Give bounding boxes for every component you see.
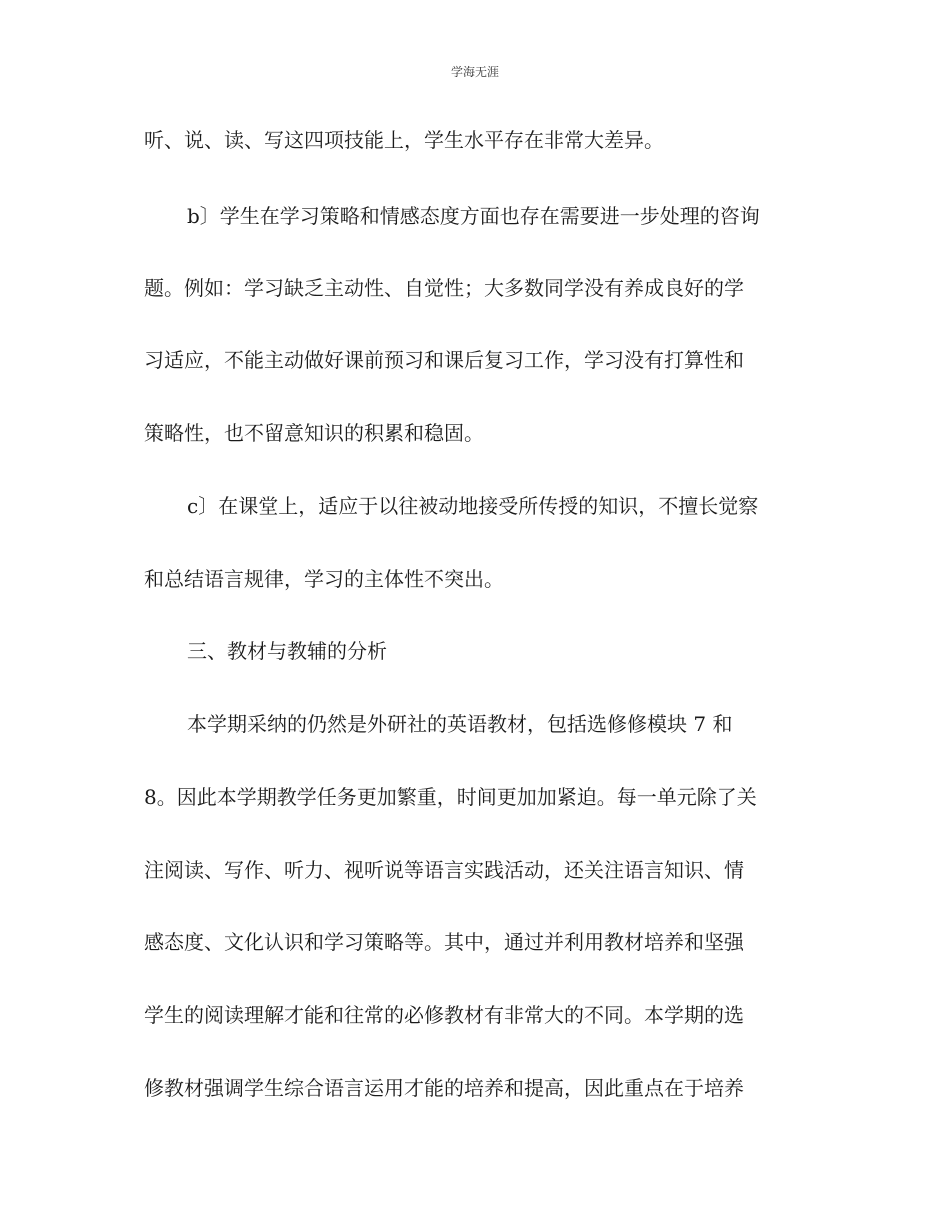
section-heading-3: 三、教材与教辅的分析 <box>187 639 387 663</box>
body-line-4: 习适应，不能主动做好课前预习和课后复习工作，学习没有打算性和 <box>144 348 744 372</box>
paragraph-c-start: c〕在课堂上，适应于以往被动地接受所传授的知识，不擅长觉察 <box>187 494 759 518</box>
paragraph-b-start: b〕学生在学习策略和情感态度方面也存在需要进一步处理的咨询 <box>187 204 760 228</box>
body-line-12: 感态度、文化认识和学习策略等。其中，通过并利用教材培养和坚强 <box>144 930 744 954</box>
body-line-10: 8。因此本学期教学任务更加繁重，时间更加加紧迫。每一单元除了关 <box>144 785 757 809</box>
page-header: 学海无涯 <box>450 65 499 79</box>
body-line-7: 和总结语言规律，学习的主体性不突出。 <box>144 567 504 591</box>
body-line-13: 学生的阅读理解才能和往常的必修教材有非常大的不同。本学期的选 <box>144 1003 744 1027</box>
paragraph-textbook-start: 本学期采纳的仍然是外研社的英语教材，包括选修修模块 7 和 <box>187 712 733 736</box>
body-line-3: 题。例如：学习缺乏主动性、自觉性；大多数同学没有养成良好的学 <box>144 276 744 300</box>
body-line-14: 修教材强调学生综合语言运用才能的培养和提高，因此重点在于培养 <box>144 1076 744 1100</box>
body-line-11: 注阅读、写作、听力、视听说等语言实践活动，还关注语言知识、情 <box>144 858 744 882</box>
body-line-1: 听、说、读、写这四项技能上，学生水平存在非常大差异。 <box>144 128 664 152</box>
body-line-5: 策略性，也不留意知识的积累和稳固。 <box>144 421 484 445</box>
